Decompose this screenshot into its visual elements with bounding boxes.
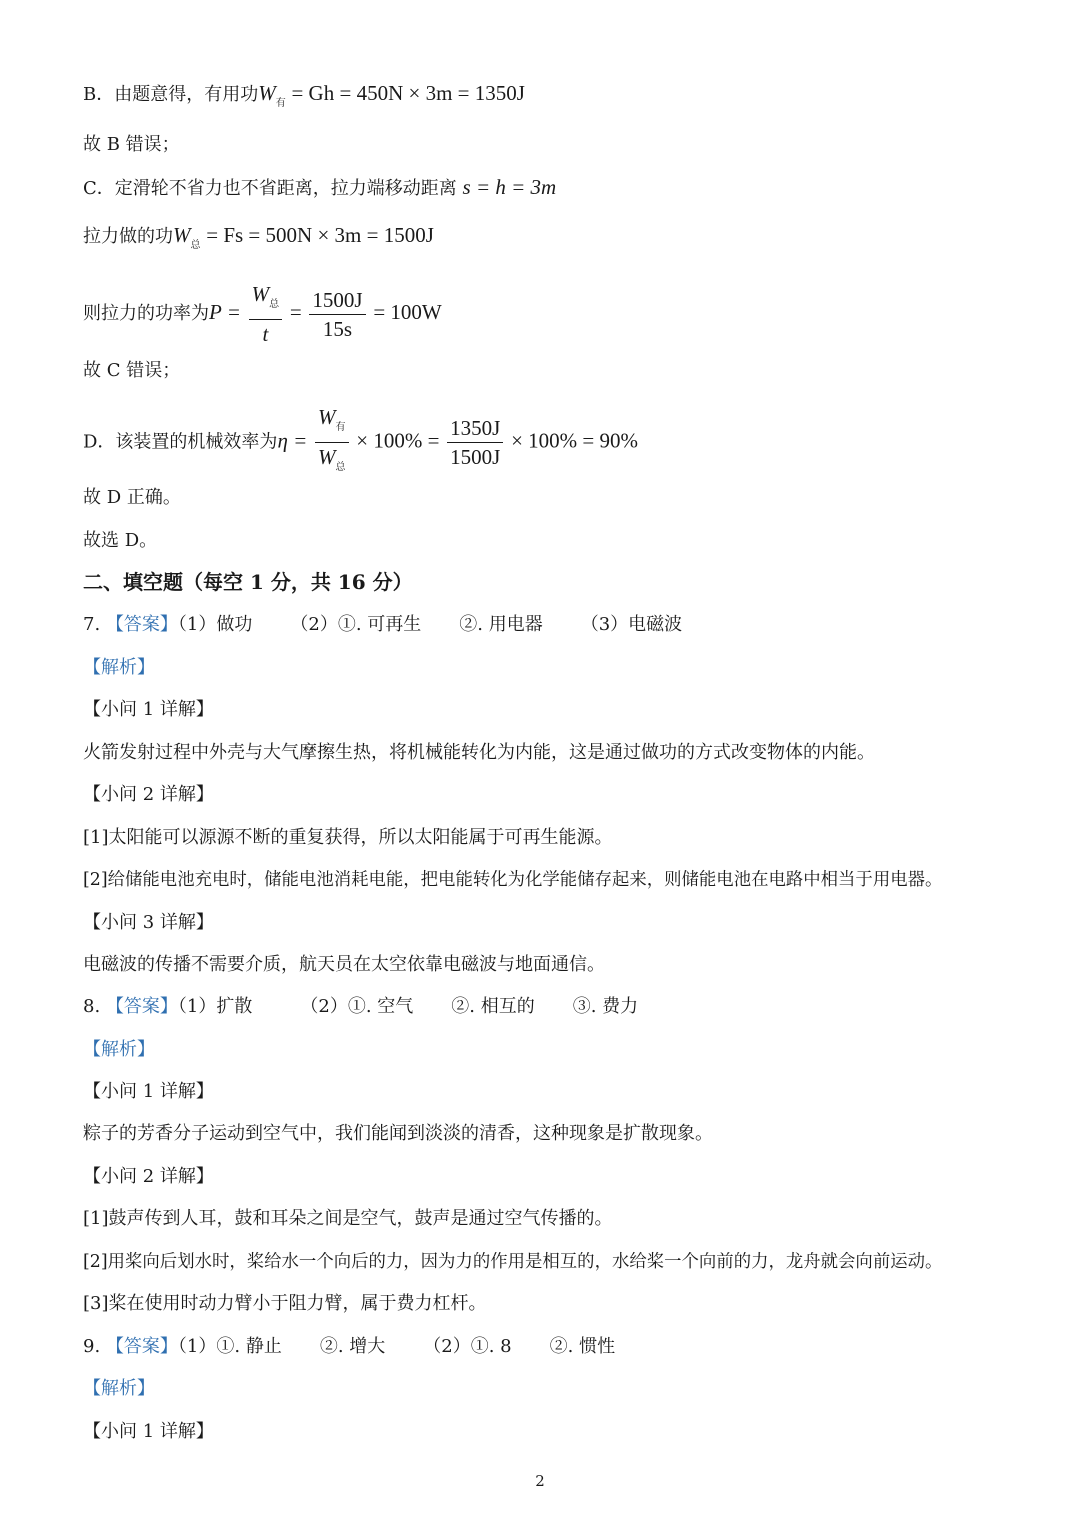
- efficiency-mid: × 100% =: [356, 428, 440, 453]
- q9-answer-line: [83, 1334, 615, 1360]
- solution-d-conclusion: 故 D 正确。: [83, 487, 181, 508]
- explanation-text: 粽子的芳香分子运动到空气中，我们能闻到淡淡的清香，这种现象是扩散现象。: [83, 1123, 713, 1144]
- math-subscript: 总: [335, 462, 346, 473]
- fraction-numerator: W: [251, 282, 270, 306]
- explanation-text: [3]桨在使用时动力臂小于阻力臂，属于费力杠杆。: [83, 1293, 487, 1314]
- efficiency-result: × 100% = 90%: [511, 428, 639, 453]
- explanation-text: [2]给储能电池充电时，储能电池消耗电能，把电能转化为化学能储存起来，则储能电池在电路中相当于用电器。: [83, 870, 943, 890]
- solution-c-line: [83, 174, 556, 202]
- solution-c-power-line: 则拉力的功率为P = $\frac{W_总}{t}$ = $\frac{1500J}{15s}$ = 100W: [83, 282, 442, 346]
- math-subscript: 总: [190, 240, 201, 251]
- math-subscript: 有: [335, 422, 346, 433]
- efficiency-fraction-2: [447, 414, 503, 471]
- question-number: 8.: [83, 996, 101, 1017]
- power-text: 则拉力的功率为: [83, 303, 209, 324]
- fraction-denominator: 1500J: [450, 445, 501, 469]
- fraction-numerator: W: [318, 405, 336, 429]
- answer-tag: 【答案】: [105, 996, 178, 1017]
- solution-b-formula: = Gh = 450N × 3m = 1350J: [291, 81, 525, 105]
- page-number: 2: [535, 1472, 545, 1490]
- answer-part: （1）扩散: [177, 996, 253, 1017]
- q7-answer-line: [83, 612, 682, 638]
- answer-part: （2）①. 8: [423, 1336, 512, 1357]
- fraction-denominator: 15s: [322, 316, 353, 341]
- question-number: 7.: [83, 614, 101, 635]
- final-answer: 故选 D。: [83, 530, 158, 551]
- efficiency-lhs: η =: [277, 428, 308, 453]
- solution-c-work-line: [83, 222, 434, 259]
- solution-b-text: B．由题意得，有用功: [83, 84, 259, 105]
- work-text: 拉力做的功: [83, 226, 173, 247]
- solution-d-line: [83, 403, 638, 482]
- solution-c-text: C．定滑轮不省力也不省距离，拉力端移动距离: [83, 178, 457, 199]
- work-formula: = Fs = 500N × 3m = 1500J: [206, 223, 434, 247]
- answer-part: ②. 用电器: [459, 614, 543, 635]
- solution-c-conclusion: 故 C 错误；: [83, 360, 181, 381]
- explanation-text: [2]用桨向后划水时，桨给水一个向后的力，因为力的作用是相互的，水给桨一个向前的力，龙舟就会向前运动。: [83, 1252, 943, 1272]
- solution-c-formula: s = h = 3m: [462, 175, 557, 199]
- explanation-text: 电磁波的传播不需要介质，航天员在太空依靠电磁波与地面通信。: [83, 954, 605, 975]
- math-subscript: 有: [275, 98, 286, 109]
- section-title: 二、填空题（每空 1 分，共 16 分）: [83, 570, 413, 594]
- power-result: = 100W: [373, 300, 442, 324]
- explanation-text: [1]鼓声传到人耳，鼓和耳朵之间是空气，鼓声是通过空气传播的。: [83, 1208, 613, 1229]
- math-subscript: 总: [269, 299, 280, 310]
- math-symbol: W: [173, 223, 191, 247]
- answer-part: ②. 相互的: [451, 996, 535, 1017]
- analysis-tag: 【解析】: [83, 657, 155, 678]
- analysis-tag: 【解析】: [83, 1378, 155, 1399]
- answer-part: ②. 惯性: [549, 1336, 616, 1357]
- q8-answer-line: [83, 994, 638, 1020]
- answer-part: （1）①. 静止: [177, 1336, 282, 1357]
- solution-b-line: [83, 80, 525, 117]
- subquestion-heading: 【小问 2 详解】: [83, 1166, 214, 1187]
- efficiency-fraction-1: [315, 403, 349, 482]
- answer-part: ②. 增大: [319, 1336, 386, 1357]
- power-fraction-1: [249, 280, 283, 348]
- analysis-tag: 【解析】: [83, 1039, 155, 1060]
- answer-part: （2）①. 可再生: [290, 614, 422, 635]
- subquestion-heading: 【小问 3 详解】: [83, 912, 214, 933]
- answer-part: （3）电磁波: [580, 614, 683, 635]
- fraction-numerator: 1500J: [309, 286, 365, 315]
- subquestion-heading: 【小问 1 详解】: [83, 699, 214, 720]
- solution-d-text: D．该装置的机械效率为: [83, 431, 278, 453]
- fraction-denominator: W: [318, 445, 336, 469]
- answer-part: （2）①. 空气: [300, 996, 414, 1017]
- subquestion-heading: 【小问 1 详解】: [83, 1421, 214, 1442]
- math-symbol: W: [258, 81, 276, 105]
- answer-part: （1）做功: [177, 614, 253, 635]
- answer-tag: 【答案】: [105, 1336, 178, 1357]
- answer-tag: 【答案】: [105, 614, 178, 635]
- explanation-text: 火箭发射过程中外壳与大气摩擦生热，将机械能转化为内能，这是通过做功的方式改变物体的内能。: [83, 742, 875, 763]
- subquestion-heading: 【小问 1 详解】: [83, 1081, 214, 1102]
- fraction-denominator: t: [262, 322, 269, 346]
- power-lhs: P =: [209, 300, 241, 324]
- power-fraction-2: [309, 286, 365, 343]
- explanation-text: [1]太阳能可以源源不断的重复获得，所以太阳能属于可再生能源。: [83, 827, 613, 848]
- question-number: 9.: [83, 1336, 101, 1357]
- answer-part: ③. 费力: [572, 996, 639, 1017]
- subquestion-heading: 【小问 2 详解】: [83, 784, 214, 805]
- solution-b-conclusion: 故 B 错误；: [83, 134, 180, 155]
- fraction-numerator: 1350J: [447, 414, 503, 443]
